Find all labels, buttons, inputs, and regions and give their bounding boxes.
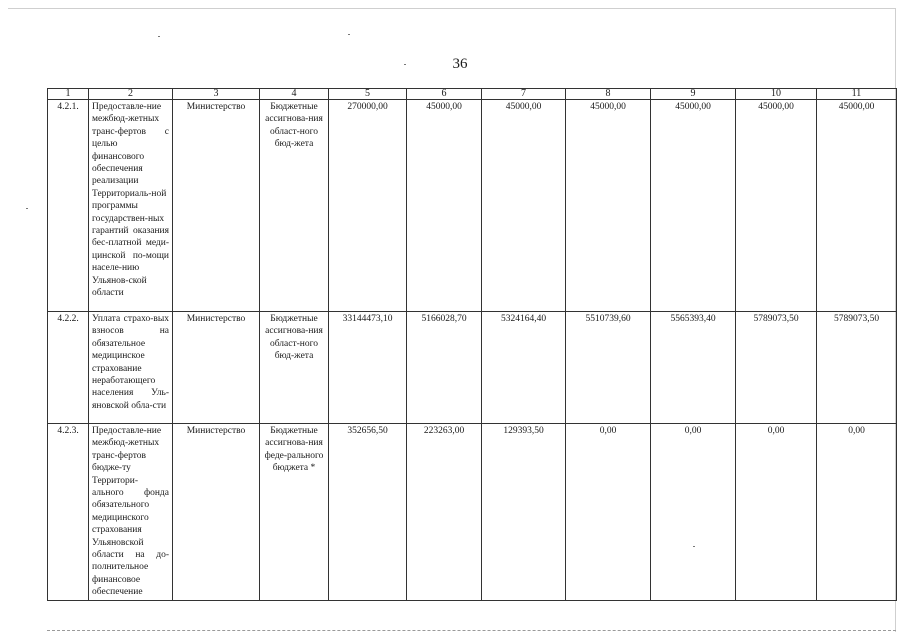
funding-source: Бюджетные ассигнова-ния област-ного бюд-жета xyxy=(260,312,329,424)
col-header: 3 xyxy=(173,89,260,100)
header-row xyxy=(48,89,897,100)
value-year: 0,00 xyxy=(651,424,736,601)
value-year: 45000,00 xyxy=(817,100,897,312)
value-year: 5565393,40 xyxy=(651,312,736,424)
value-total: 352656,50 xyxy=(329,424,407,601)
col-header: 11 xyxy=(817,89,897,100)
page-number: 36 xyxy=(452,56,468,72)
value-year: 223263,00 xyxy=(407,424,482,601)
scan-speck xyxy=(404,64,406,65)
scan-speck xyxy=(693,546,695,547)
measure-name: Уплата страхо-вых взносов на обязательное медицинское страхование неработающего населения Уль-яновской обла-сти xyxy=(89,312,173,424)
measure-name: Предоставле-ние межбюд-жетных транс-фертов с целью финансового обеспечения реализации Территориаль-ной программы государствен-ных гарантий оказания бес-платной меди-цинской по-мощи населе-нию Ульянов-ской области xyxy=(89,100,173,312)
row-number: 4.2.2. xyxy=(48,312,89,424)
scan-speck xyxy=(158,36,160,37)
table-row xyxy=(48,312,897,424)
row-number: 4.2.1. xyxy=(48,100,89,312)
col-header: 6 xyxy=(407,89,482,100)
col-header: 2 xyxy=(89,89,173,100)
value-year: 45000,00 xyxy=(407,100,482,312)
col-header: 9 xyxy=(651,89,736,100)
col-header: 5 xyxy=(329,89,407,100)
value-total: 270000,00 xyxy=(329,100,407,312)
funding-source: Бюджетные ассигнова-ния област-ного бюд-жета xyxy=(260,100,329,312)
value-year: 5166028,70 xyxy=(407,312,482,424)
value-year: 5789073,50 xyxy=(736,312,817,424)
value-year: 45000,00 xyxy=(736,100,817,312)
value-year: 0,00 xyxy=(736,424,817,601)
value-year: 0,00 xyxy=(817,424,897,601)
executor: Министерство xyxy=(173,312,260,424)
scan-edge-line xyxy=(47,630,896,631)
value-year: 45000,00 xyxy=(566,100,651,312)
executor: Министерство xyxy=(173,424,260,601)
funding-source: Бюджетные ассигнова-ния феде-рального бюджета * xyxy=(260,424,329,601)
value-year: 0,00 xyxy=(566,424,651,601)
budget-table xyxy=(47,88,897,601)
col-header: 7 xyxy=(482,89,566,100)
value-total: 33144473,10 xyxy=(329,312,407,424)
value-year: 5510739,60 xyxy=(566,312,651,424)
scan-speck xyxy=(348,34,350,35)
value-year: 45000,00 xyxy=(482,100,566,312)
scan-speck xyxy=(26,208,28,209)
col-header: 4 xyxy=(260,89,329,100)
row-number: 4.2.3. xyxy=(48,424,89,601)
value-year: 45000,00 xyxy=(651,100,736,312)
measure-name: Предоставле-ние межбюд-жетных транс-фертов бюдже-ту Территори-ального фонда обязательного медицинского страхования Ульяновской области на до-полнительное финансовое обеспечение xyxy=(89,424,173,601)
table-row xyxy=(48,100,897,312)
executor: Министерство xyxy=(173,100,260,312)
value-year: 5324164,40 xyxy=(482,312,566,424)
value-year: 129393,50 xyxy=(482,424,566,601)
col-header: 8 xyxy=(566,89,651,100)
value-year: 5789073,50 xyxy=(817,312,897,424)
col-header: 10 xyxy=(736,89,817,100)
table-row xyxy=(48,424,897,601)
col-header: 1 xyxy=(48,89,89,100)
